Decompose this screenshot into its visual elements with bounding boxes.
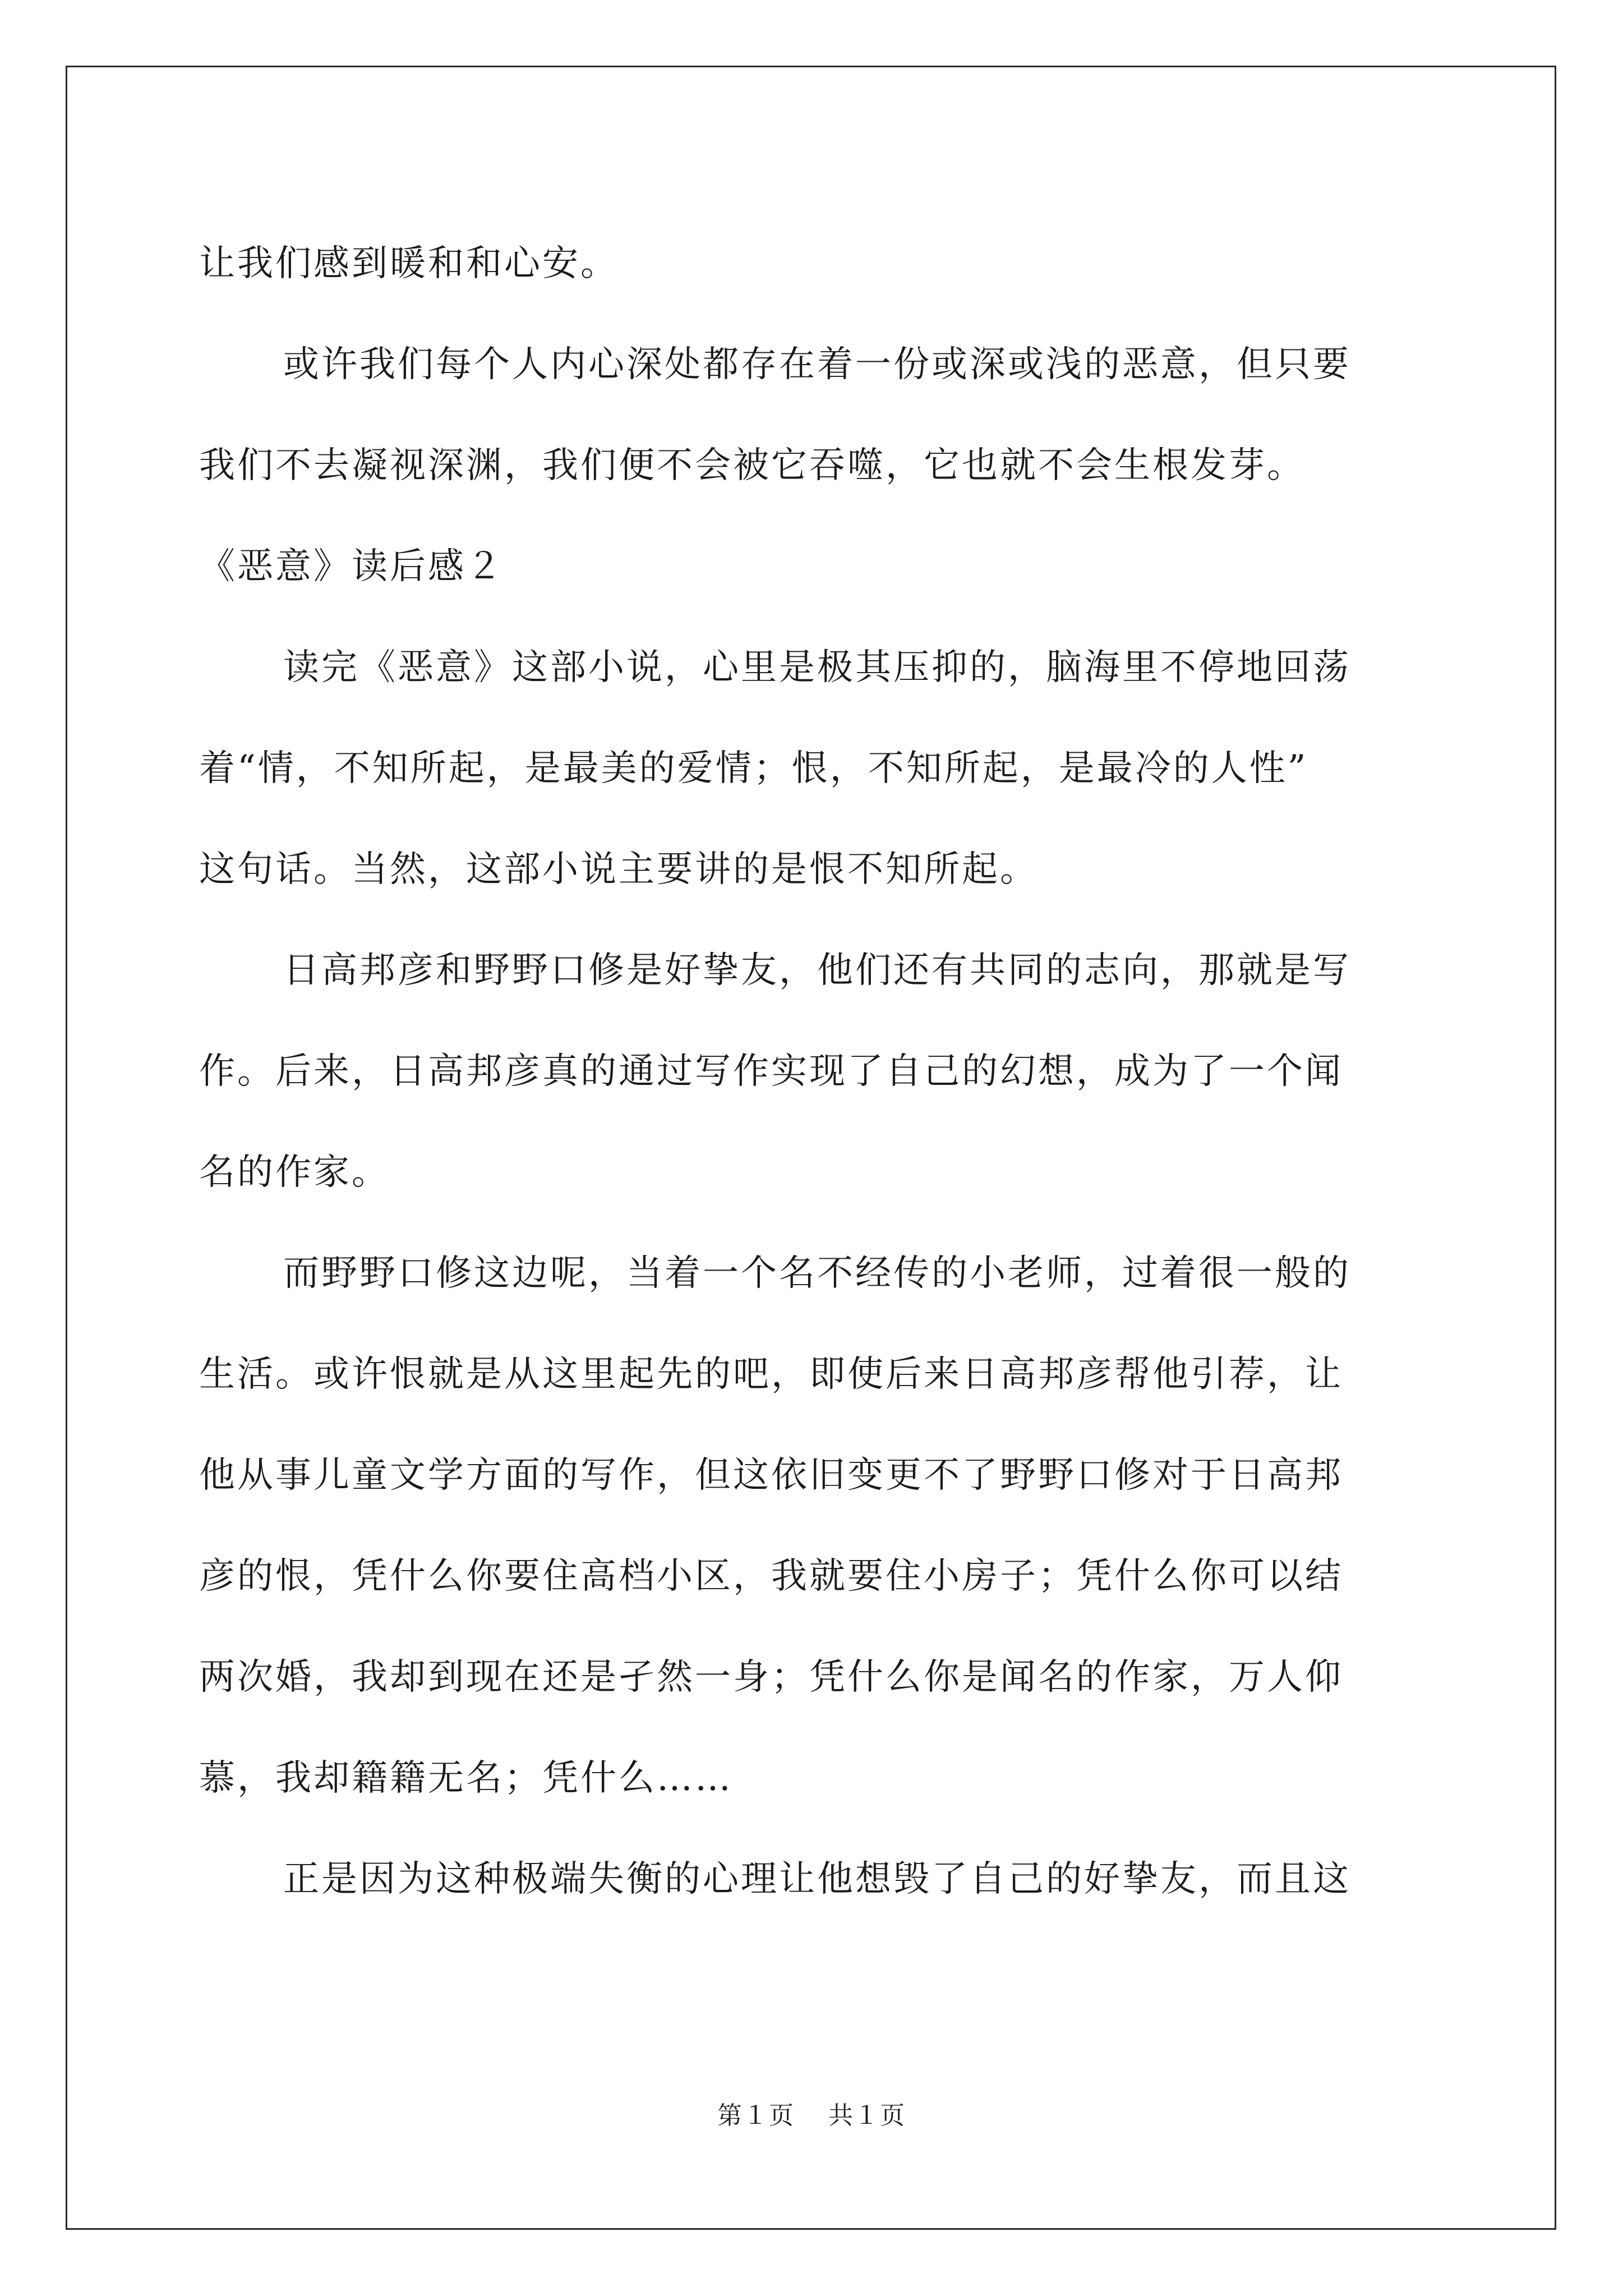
paragraph-line: 我们不去凝视深渊，我们便不会被它吞噬，它也就不会生根发芽。 xyxy=(199,445,1305,486)
page-footer xyxy=(0,2095,1623,2131)
paragraph-line: 名的作家。 xyxy=(199,1152,390,1193)
paragraph-line: 两次婚，我却到现在还是孑然一身；凭什么你是闻名的作家，万人仰 xyxy=(199,1657,1343,1698)
paragraph-line: 彦的恨，凭什么你要住高档小区，我就要住小房子；凭什么你可以结 xyxy=(199,1556,1343,1597)
paragraph-line: 慕，我却籍籍无名；凭什么…… xyxy=(199,1757,733,1799)
paragraph-line: 生活。或许恨就是从这里起先的吧，即使后来日高邦彦帮他引荐，让 xyxy=(199,1354,1343,1395)
paragraph-line: 正是因为这种极端失衡的心理让他想毁了自己的好挚友，而且这 xyxy=(283,1858,1351,1900)
paragraph-line: 着“情，不知所起，是最美的爱情；恨，不知所起，是最冷的人性” xyxy=(199,748,1308,789)
section-heading: 《恶意》读后感２ xyxy=(199,546,504,587)
paragraph-line: 让我们感到暖和和心安。 xyxy=(199,243,619,284)
page-total: 共１页 xyxy=(828,2101,906,2130)
paragraph-line: 读完《恶意》这部小说，心里是极其压抑的，脑海里不停地回荡 xyxy=(283,647,1351,688)
paragraph-line: 日高邦彦和野野口修是好挚友，他们还有共同的志向，那就是写 xyxy=(283,950,1351,991)
paragraph-line: 而野野口修这边呢，当着一个名不经传的小老师，过着很一般的 xyxy=(283,1253,1351,1294)
page-number: 第１页 xyxy=(717,2101,795,2130)
paragraph-line: 他从事儿童文学方面的写作，但这依旧变更不了野野口修对于日高邦 xyxy=(199,1455,1343,1496)
paragraph-line: 或许我们每个人内心深处都存在着一份或深或浅的恶意，但只要 xyxy=(283,344,1351,385)
paragraph-line: 这句话。当然，这部小说主要讲的是恨不知所起。 xyxy=(199,849,1038,890)
paragraph-line: 作。后来，日高邦彦真的通过写作实现了自己的幻想，成为了一个闻 xyxy=(199,1051,1343,1092)
document-body xyxy=(199,213,1427,1930)
